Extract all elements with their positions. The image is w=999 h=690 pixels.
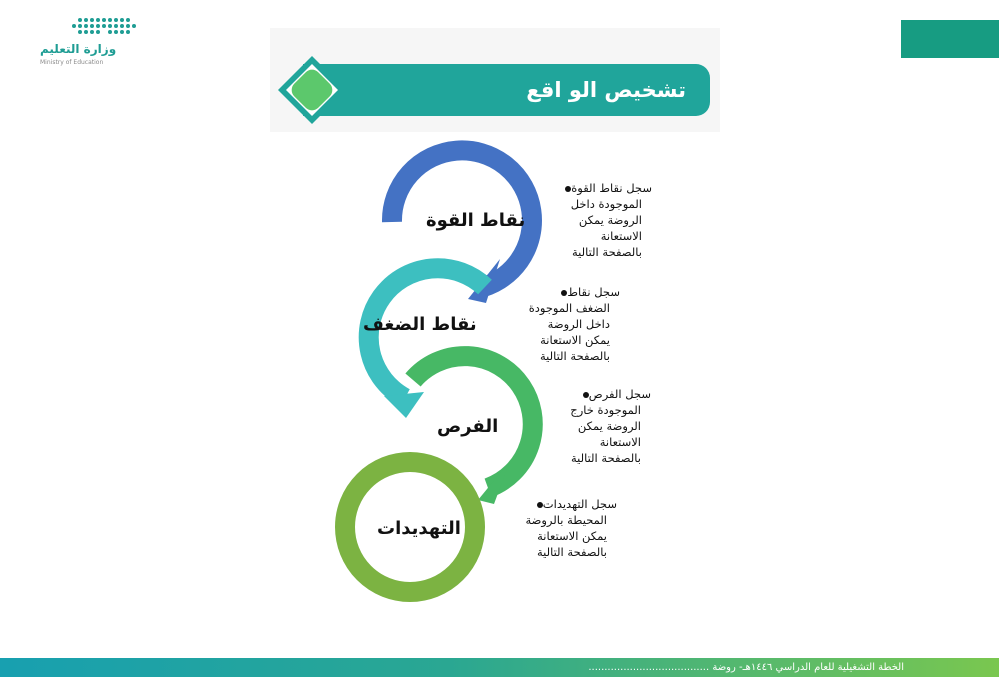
note-line: الروضة يمكن (578, 213, 642, 227)
page-title: تشخيص الو اقع (526, 78, 686, 102)
note-line: بالصفحة التالية (571, 245, 642, 259)
stage-label-strengths: نقاط القوة (426, 210, 526, 231)
note-line: الاستعانة (599, 435, 641, 449)
note-weaknesses (475, 284, 620, 364)
arc-weaknesses (369, 268, 485, 418)
note-line: سجل نقاط القوة (507, 180, 652, 196)
note-line: داخل الروضة (547, 317, 610, 331)
note-line: يمكن الاستعانة (540, 333, 610, 347)
note-line: بالصفحة التالية (536, 545, 607, 559)
stage-label-threats: التهديدات (377, 518, 461, 539)
note-line: يمكن الاستعانة (537, 529, 607, 543)
logo-english-text: Ministry of Education (40, 59, 104, 66)
note-line: الروضة يمكن (577, 419, 641, 433)
stage-label-opportunities: الفرص (437, 416, 499, 437)
note-opportunities (506, 386, 651, 466)
logo-arabic-text: وزارة التعليم (40, 42, 117, 56)
note-threats (472, 496, 617, 560)
note-line: المحيطة بالروضة (525, 513, 607, 527)
note-line: الاستعانة (600, 229, 642, 243)
note-strengths (507, 180, 652, 260)
stage-label-weaknesses: نقاط الضغف (363, 314, 477, 335)
note-line: سجل التهديدات (472, 496, 617, 512)
note-line: الموجودة داخل (570, 197, 642, 211)
note-line: الموجودة خارج (570, 403, 641, 417)
note-line: بالصفحة التالية (539, 349, 610, 363)
note-line: سجل الفرص (506, 386, 651, 402)
note-line: بالصفحة التالية (570, 451, 641, 465)
note-line: الضغف الموجودة (528, 301, 610, 315)
footer-text: الخطة التشغيلية للعام الدراسي ١٤٤٦هـ- روضة ...................................... (588, 662, 904, 673)
note-line: سجل نقاط (475, 284, 620, 300)
